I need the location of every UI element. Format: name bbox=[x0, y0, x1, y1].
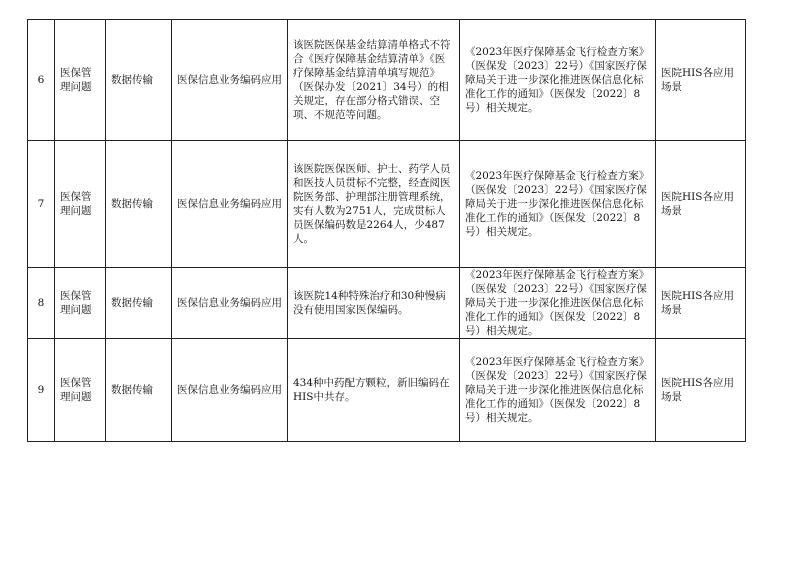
row-number: 6 bbox=[28, 20, 55, 141]
issue-category: 医保管理问题 bbox=[55, 20, 106, 141]
regulatory-basis: 《2023年医疗保障基金飞行检查方案》（医保发〔2023〕22号）《国家医疗保障局关于进一步深化推进医保信息化标准化工作的通知》（医保发〔2022〕8号）相关规定。 bbox=[460, 20, 656, 141]
issue-category: 医保管理问题 bbox=[55, 268, 106, 339]
regulatory-basis: 《2023年医疗保障基金飞行检查方案》（医保发〔2023〕22号）《国家医疗保障局关于进一步深化推进医保信息化标准化工作的通知》（医保发〔2022〕8号）相关规定。 bbox=[460, 141, 656, 268]
table-row bbox=[28, 20, 746, 141]
row-number: 9 bbox=[28, 339, 55, 442]
requirement: 医保信息业务编码应用 bbox=[172, 268, 288, 339]
issue-category: 医保管理问题 bbox=[55, 141, 106, 268]
issue-description: 该医院医保医师、护士、药学人员和医技人员贯标不完整，经查阅医院医务部、护理部注册管理系统，实有人数为2751人，完成贯标人员医保编码数是2264人，少487人。 bbox=[288, 141, 460, 268]
application-scene: 医院HIS各应用场景 bbox=[656, 268, 746, 339]
table-row bbox=[28, 268, 746, 339]
issue-subcategory: 数据传输 bbox=[106, 20, 172, 141]
table-row bbox=[28, 339, 746, 442]
issue-subcategory: 数据传输 bbox=[106, 268, 172, 339]
issue-description: 该医院医保基金结算清单格式不符合《医疗保障基金结算清单》《医疗保障基金结算清单填写规范》（医保办发〔2021〕34号）的相关规定，存在部分格式错误、空项、不规范等问题。 bbox=[288, 20, 460, 141]
regulatory-basis: 《2023年医疗保障基金飞行检查方案》（医保发〔2023〕22号）《国家医疗保障局关于进一步深化推进医保信息化标准化工作的通知》（医保发〔2022〕8号）相关规定。 bbox=[460, 268, 656, 339]
issue-subcategory: 数据传输 bbox=[106, 141, 172, 268]
issue-description: 该医院14种特殊治疗和30种慢病没有使用国家医保编码。 bbox=[288, 268, 460, 339]
issue-subcategory: 数据传输 bbox=[106, 339, 172, 442]
row-number: 8 bbox=[28, 268, 55, 339]
application-scene: 医院HIS各应用场景 bbox=[656, 20, 746, 141]
issue-category: 医保管理问题 bbox=[55, 339, 106, 442]
requirement: 医保信息业务编码应用 bbox=[172, 20, 288, 141]
requirement: 医保信息业务编码应用 bbox=[172, 339, 288, 442]
row-number: 7 bbox=[28, 141, 55, 268]
application-scene: 医院HIS各应用场景 bbox=[656, 339, 746, 442]
table-row bbox=[28, 141, 746, 268]
issue-description: 434种中药配方颗粒，新旧编码在HIS中共存。 bbox=[288, 339, 460, 442]
application-scene: 医院HIS各应用场景 bbox=[656, 141, 746, 268]
regulatory-basis: 《2023年医疗保障基金飞行检查方案》（医保发〔2023〕22号）《国家医疗保障局关于进一步深化推进医保信息化标准化工作的通知》（医保发〔2022〕8号）相关规定。 bbox=[460, 339, 656, 442]
issues-table bbox=[27, 19, 746, 442]
requirement: 医保信息业务编码应用 bbox=[172, 141, 288, 268]
